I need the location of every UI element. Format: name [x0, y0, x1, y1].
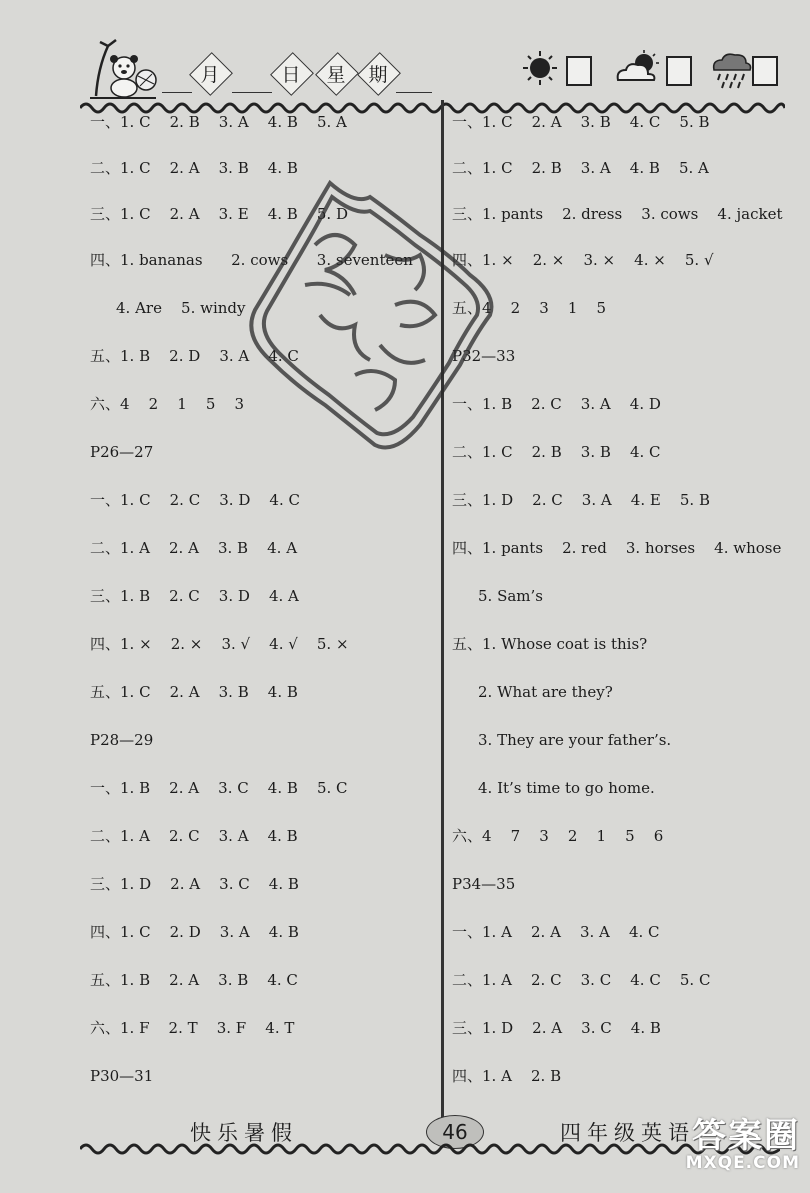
answer-line: 五、1. C 2. A 3. B 4. B	[90, 683, 298, 701]
answer-line: 四、1. × 2. × 3. √ 4. √ 5. ×	[90, 635, 349, 653]
rain-cloud-icon	[710, 50, 752, 90]
page-range-heading: P32—33	[452, 347, 516, 365]
sun-icon	[522, 50, 558, 86]
answer-line: 一、1. B 2. C 3. A 4. D	[452, 395, 661, 413]
answer-line: 一、1. C 2. C 3. D 4. C	[90, 491, 300, 509]
answer-line: 一、1. C 2. B 3. A 4. B 5. A	[90, 113, 347, 131]
page-range-heading: P30—31	[90, 1067, 154, 1085]
answer-line: 二、1. A 2. A 3. B 4. A	[90, 539, 298, 557]
answer-line: 二、1. C 2. B 3. A 4. B 5. A	[452, 159, 709, 177]
answer-line: 四、1. A 2. B	[452, 1067, 562, 1085]
answer-line: 5. Sam’s	[478, 587, 543, 605]
watermark-url: MXQE.COM	[685, 1153, 800, 1173]
answer-line: 四、1. pants 2. red 3. horses 4. whose	[452, 539, 782, 557]
answer-line: 五、4 2 3 1 5	[452, 299, 607, 317]
day-blank[interactable]	[232, 92, 272, 93]
answer-line: 三、1. D 2. A 3. C 4. B	[452, 1019, 661, 1037]
grade-subject: 四年级英语	[560, 1121, 695, 1145]
answer-line: 五、1. B 2. A 3. B 4. C	[90, 971, 298, 989]
answer-line: 三、1. B 2. C 3. D 4. A	[90, 587, 299, 605]
rainy-checkbox[interactable]	[752, 56, 778, 86]
answer-line: 六、1. F 2. T 3. F 4. T	[90, 1019, 295, 1037]
page-number: 46	[426, 1115, 484, 1149]
answer-line: 五、1. B 2. D 3. A 4. C	[90, 347, 299, 365]
bear-illustration-icon	[88, 38, 158, 100]
month-blank[interactable]	[162, 92, 192, 93]
answer-line: 五、1. Whose coat is this?	[452, 635, 648, 653]
answer-line: 二、1. C 2. A 3. B 4. B	[90, 159, 298, 177]
weekday-blank[interactable]	[396, 92, 432, 93]
answer-line: 四、1. bananas 2. cows 3. seventeen	[90, 251, 413, 269]
site-watermark	[670, 1108, 800, 1188]
answer-line: 二、1. A 2. C 3. C 4. C 5. C	[452, 971, 711, 989]
weekday-label-1: 星	[326, 64, 346, 86]
answer-line: 二、1. A 2. C 3. A 4. B	[90, 827, 298, 845]
page-header	[0, 30, 810, 110]
answer-line: 一、1. C 2. A 3. B 4. C 5. B	[452, 113, 710, 131]
sunny-checkbox[interactable]	[566, 56, 592, 86]
answer-line: 4. Are 5. windy	[116, 299, 246, 317]
page-range-heading: P28—29	[90, 731, 154, 749]
answer-line: 六、4 7 3 2 1 5 6	[452, 827, 664, 845]
partly-cloudy-icon	[614, 50, 660, 86]
welcome-stamp-icon	[235, 175, 505, 465]
answer-line: 三、1. C 2. A 3. E 4. B 5. D	[90, 205, 348, 223]
answer-line: 四、1. × 2. × 3. × 4. × 5. √	[452, 251, 714, 269]
answer-line: 三、1. pants 2. dress 3. cows 4. jacket	[452, 205, 783, 223]
day-label: 日	[281, 64, 301, 86]
answer-line: 一、1. A 2. A 3. A 4. C	[452, 923, 660, 941]
page-range-heading: P26—27	[90, 443, 154, 461]
answer-line: 4. It’s time to go home.	[478, 779, 655, 797]
answer-line: 四、1. C 2. D 3. A 4. B	[90, 923, 299, 941]
answer-line: 六、4 2 1 5 3	[90, 395, 245, 413]
weekday-label-2: 期	[368, 64, 388, 86]
cloudy-checkbox[interactable]	[666, 56, 692, 86]
answer-line: 一、1. B 2. A 3. C 4. B 5. C	[90, 779, 348, 797]
month-label: 月	[200, 64, 220, 86]
answer-line: 二、1. C 2. B 3. B 4. C	[452, 443, 661, 461]
answer-line: 3. They are your father’s.	[478, 731, 672, 749]
book-title: 快乐暑假	[190, 1121, 298, 1145]
answer-line: 三、1. D 2. C 3. A 4. E 5. B	[452, 491, 710, 509]
answer-line: 三、1. D 2. A 3. C 4. B	[90, 875, 299, 893]
answer-line: 2. What are they?	[478, 683, 613, 701]
watermark-main: 答案圈	[692, 1116, 800, 1156]
page-range-heading: P34—35	[452, 875, 516, 893]
